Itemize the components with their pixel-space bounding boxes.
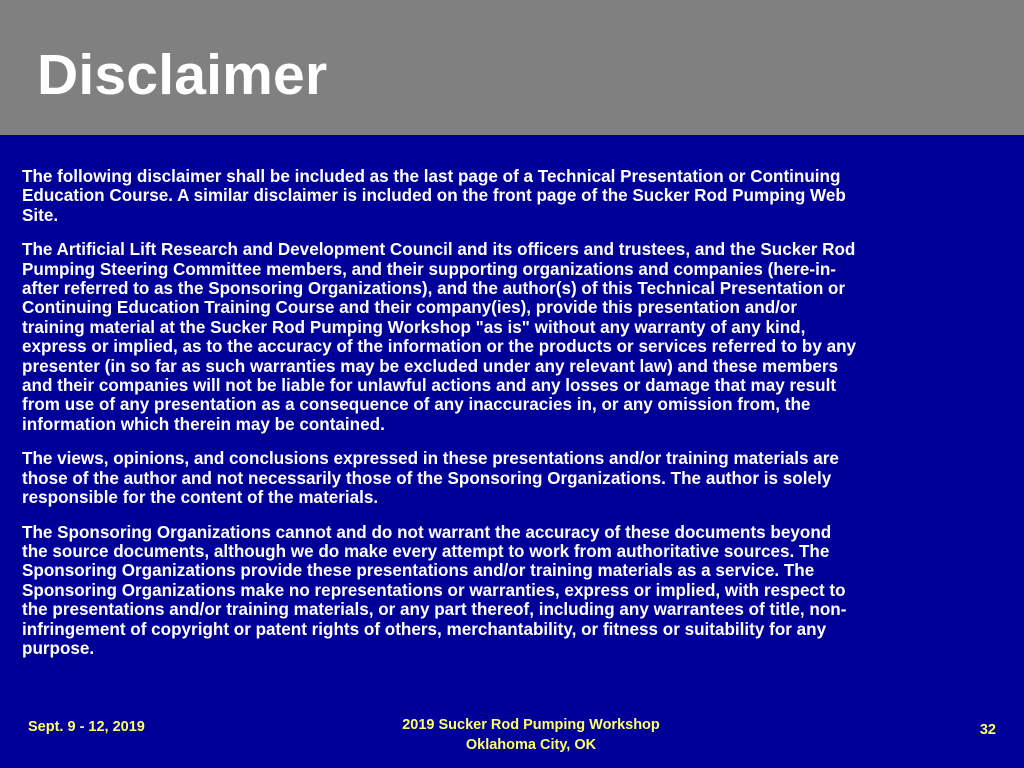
slide-title: Disclaimer xyxy=(37,43,328,107)
footer-page-number: 32 xyxy=(979,722,996,738)
disclaimer-body xyxy=(22,167,1008,673)
disclaimer-paragraph-1: The following disclaimer shall be included as the last page of a Technical Presentation or Continuing Education Course. A similar disclaimer is included on the front page of the Sucker Rod Pumping Web Site. xyxy=(22,167,846,225)
footer-event-name: 2019 Sucker Rod Pumping Workshop xyxy=(402,717,660,733)
footer-event-location: Oklahoma City, OK xyxy=(465,737,597,753)
disclaimer-paragraph-4: The Sponsoring Organizations cannot and do not warrant the accuracy of these documents beyond the source documents, although we do make every attempt to work from authoritative sources. The Sponsoring Organizations provide these presentations and/or training materials as a service. The Sponsoring Organizations make no representations or warranties, express or implied, with respect to the presentations and/or training materials, or any part thereof, including any warrantees of title, non- infringement of copyright or patent rights of others, merchantability, or fitness or suitability for any purpose. xyxy=(22,522,847,658)
disclaimer-paragraph-3: The views, opinions, and conclusions expressed in these presentations and/or training materials are those of the author and not necessarily those of the Sponsoring Organizations. The author is solely responsible for the content of the materials. xyxy=(22,449,839,508)
footer-date: Sept. 9 - 12, 2019 xyxy=(28,719,145,735)
disclaimer-paragraph-2: The Artificial Lift Research and Development Council and its officers and trustees, and the Sucker Rod Pumping Steering Committee members, and their supporting organizations and companies (here-in- after referred to as the Sponsoring Organizations), and the author(s) of this Technical Presentation or Continuing Education Training Course and their company(ies), provide this presentation and/or training material at the Sucker Rod Pumping Workshop "as is" without any warranty of any kind, express or implied, as to the accuracy of the information or the products or services referred to by any presenter (in so far as such warranties may be excluded under any relevant law) and these members and their companies will not be liable for unlawful actions and any losses or damage that may result from use of any presentation as a consequence of any inaccuracies in, or any omission from, the information which therein may be contained. xyxy=(22,240,857,434)
footer-event xyxy=(330,715,732,755)
title-bar xyxy=(0,0,1024,135)
